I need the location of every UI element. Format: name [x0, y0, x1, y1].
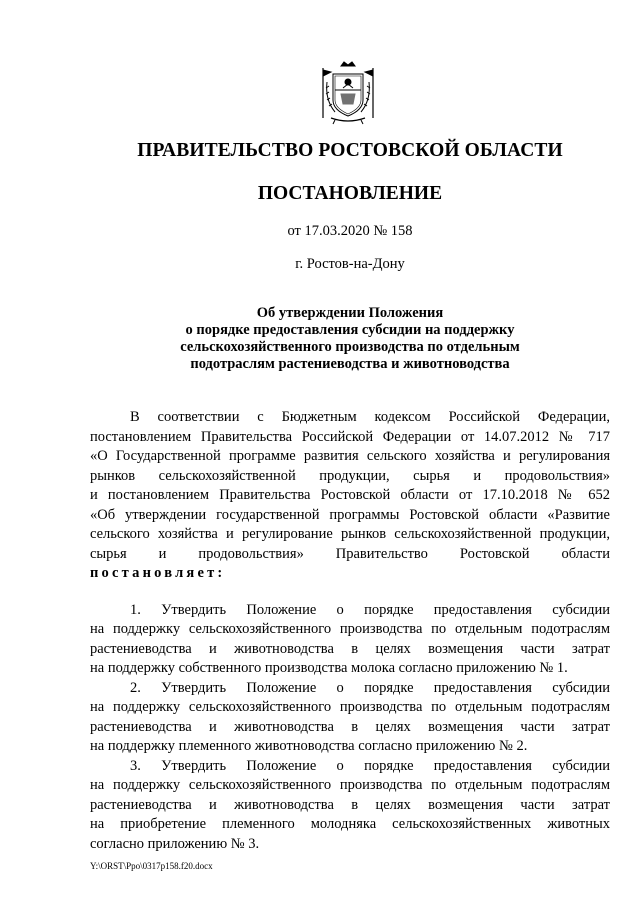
document-type: ПОСТАНОВЛЕНИЕ: [257, 183, 443, 204]
preamble-line: «Об утверждении государственной программы Ростовской области «Развитие: [90, 506, 610, 523]
subject-line: подотраслям растениеводства и животноводства: [190, 356, 510, 372]
item-3-line: 3. Утвердить Положение о порядке предоставления субсидии: [130, 757, 610, 774]
subject-line: сельскохозяйственного производства по отдельным: [180, 339, 520, 355]
file-path: Y:\ORST\Ppo\0317p158.f20.docx: [90, 861, 213, 871]
resolves-word: постановляет:: [90, 565, 226, 581]
preamble-line: постановлением Правительства Российской Федерации от 14.07.2012 № 717: [90, 428, 610, 445]
preamble-line: и постановлением Правительства Ростовской области от 17.10.2018 № 652: [90, 487, 610, 503]
item-1-line: на поддержку сельскохозяйственного производства по отдельным подотраслям: [90, 621, 610, 637]
spacer: [90, 584, 610, 601]
government-title: ПРАВИТЕЛЬСТВО РОСТОВСКОЙ ОБЛАСТИ: [137, 140, 563, 161]
item-3-line: на поддержку сельскохозяйственного производства по отдельным подотраслям: [90, 777, 610, 793]
preamble-line: сельского хозяйства и регулирование рынков сельскохозяйственной продукции,: [90, 526, 610, 542]
item-3-line: на приобретение племенного молодняка сельскохозяйственных животных: [90, 816, 610, 832]
item-2-line: на поддержку сельскохозяйственного производства по отдельным подотраслям: [90, 699, 610, 715]
subject-line: Об утверждении Положения: [256, 305, 444, 321]
coat-of-arms-icon: [317, 60, 379, 126]
item-3-line: растениеводства и животноводства в целях возмещения части затрат: [90, 796, 610, 813]
item-3-line: согласно приложению № 3.: [90, 835, 260, 852]
item-2-line: растениеводства и животноводства в целях возмещения части затрат: [90, 718, 610, 735]
resolves-line: [90, 564, 610, 584]
item-2-line: на поддержку племенного животноводства согласно приложению № 2.: [90, 738, 528, 754]
preamble-line: «О Государственной программе развития сельского хозяйства и регулирования: [90, 448, 610, 464]
item-2-line: 2. Утвердить Положение о порядке предоставления субсидии: [130, 679, 610, 696]
document-body: [90, 408, 610, 854]
preamble-line: рынков сельскохозяйственной продукции, сырья и продовольствия»: [90, 467, 610, 484]
item-1-line: 1. Утвердить Положение о порядке предоставления субсидии: [130, 601, 610, 618]
date-number: от 17.03.2020 № 158: [287, 223, 413, 239]
document-subject: [90, 305, 610, 373]
item-1-line: на поддержку собственного производства молока согласно приложению № 1.: [90, 660, 568, 676]
preamble-line: сырья и продовольствия» Правительство Ростовской области: [90, 545, 610, 562]
preamble-line: В соответствии с Бюджетным кодексом Российской Федерации,: [130, 409, 610, 425]
subject-line: о порядке предоставления субсидии на поддержку: [185, 322, 515, 338]
city: г. Ростов-на-Дону: [295, 256, 405, 272]
item-1-line: растениеводства и животноводства в целях возмещения части затрат: [90, 640, 610, 657]
